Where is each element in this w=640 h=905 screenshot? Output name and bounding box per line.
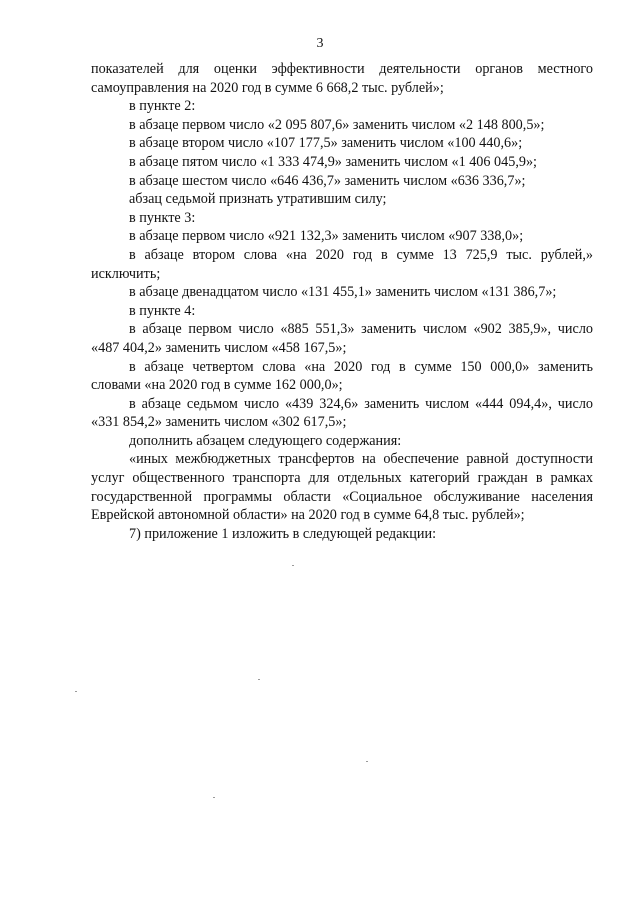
body-text (91, 60, 593, 543)
text-line: исключить; (91, 265, 161, 282)
text-line: словами «на 2020 год в сумме 162 000,0»; (91, 377, 343, 394)
text-line: дополнить абзацем следующего содержания: (129, 432, 402, 449)
text-line: Еврейской автономной области» на 2020 год в сумме 64,8 тыс. рублей»; (91, 507, 525, 524)
text-line: в абзаце втором слова «на 2020 год в сумме 13 725,9 тыс. рублей,» (129, 246, 593, 263)
text-line: самоуправления на 2020 год в сумме 6 668,2 тыс. рублей»; (91, 79, 444, 96)
text-line: в пункте 2: (129, 98, 196, 115)
text-line: в пункте 3: (129, 209, 196, 226)
scan-speck (292, 565, 294, 566)
text-line: в абзаце четвертом слова «на 2020 год в сумме 150 000,0» заменить (129, 358, 593, 375)
text-line: показателей для оценки эффективности деятельности органов местного (91, 61, 593, 77)
text-line: услуг общественного транспорта для отдельных категорий граждан в рамках (91, 470, 593, 487)
text-line: государственной программы области «Социальное обслуживание населения (91, 488, 593, 505)
text-line: в абзаце двенадцатом число «131 455,1» заменить числом «131 386,7»; (129, 284, 557, 301)
scan-speck (366, 761, 368, 762)
text-line: в абзаце первом число «2 095 807,6» заменить числом «2 148 800,5»; (129, 116, 545, 133)
text-line: «487 404,2» заменить числом «458 167,5»; (91, 339, 347, 356)
text-line: абзац седьмой признать утратившим силу; (129, 191, 387, 208)
text-line: в абзаце седьмом число «439 324,6» заменить числом «444 094,4», число (129, 395, 593, 412)
page-number: 3 (316, 36, 324, 51)
text-line: «331 854,2» заменить числом «302 617,5»; (91, 414, 347, 431)
text-line: в абзаце втором число «107 177,5» заменить числом «100 440,6»; (129, 135, 523, 152)
text-line: в абзаце пятом число «1 333 474,9» заменить числом «1 406 045,9»; (129, 153, 538, 170)
scan-speck (213, 797, 215, 798)
text-line: «иных межбюджетных трансфертов на обеспечение равной доступности (129, 451, 593, 468)
text-line: в абзаце шестом число «646 436,7» заменить числом «636 336,7»; (129, 172, 526, 189)
text-line: в пункте 4: (129, 302, 196, 319)
text-line: 7) приложение 1 изложить в следующей редакции: (129, 525, 437, 542)
scan-speck (258, 679, 260, 680)
scan-speck (75, 691, 77, 692)
text-line: в абзаце первом число «921 132,3» заменить числом «907 338,0»; (129, 228, 524, 245)
text-line: в абзаце первом число «885 551,3» заменить числом «902 385,9», число (129, 321, 593, 338)
